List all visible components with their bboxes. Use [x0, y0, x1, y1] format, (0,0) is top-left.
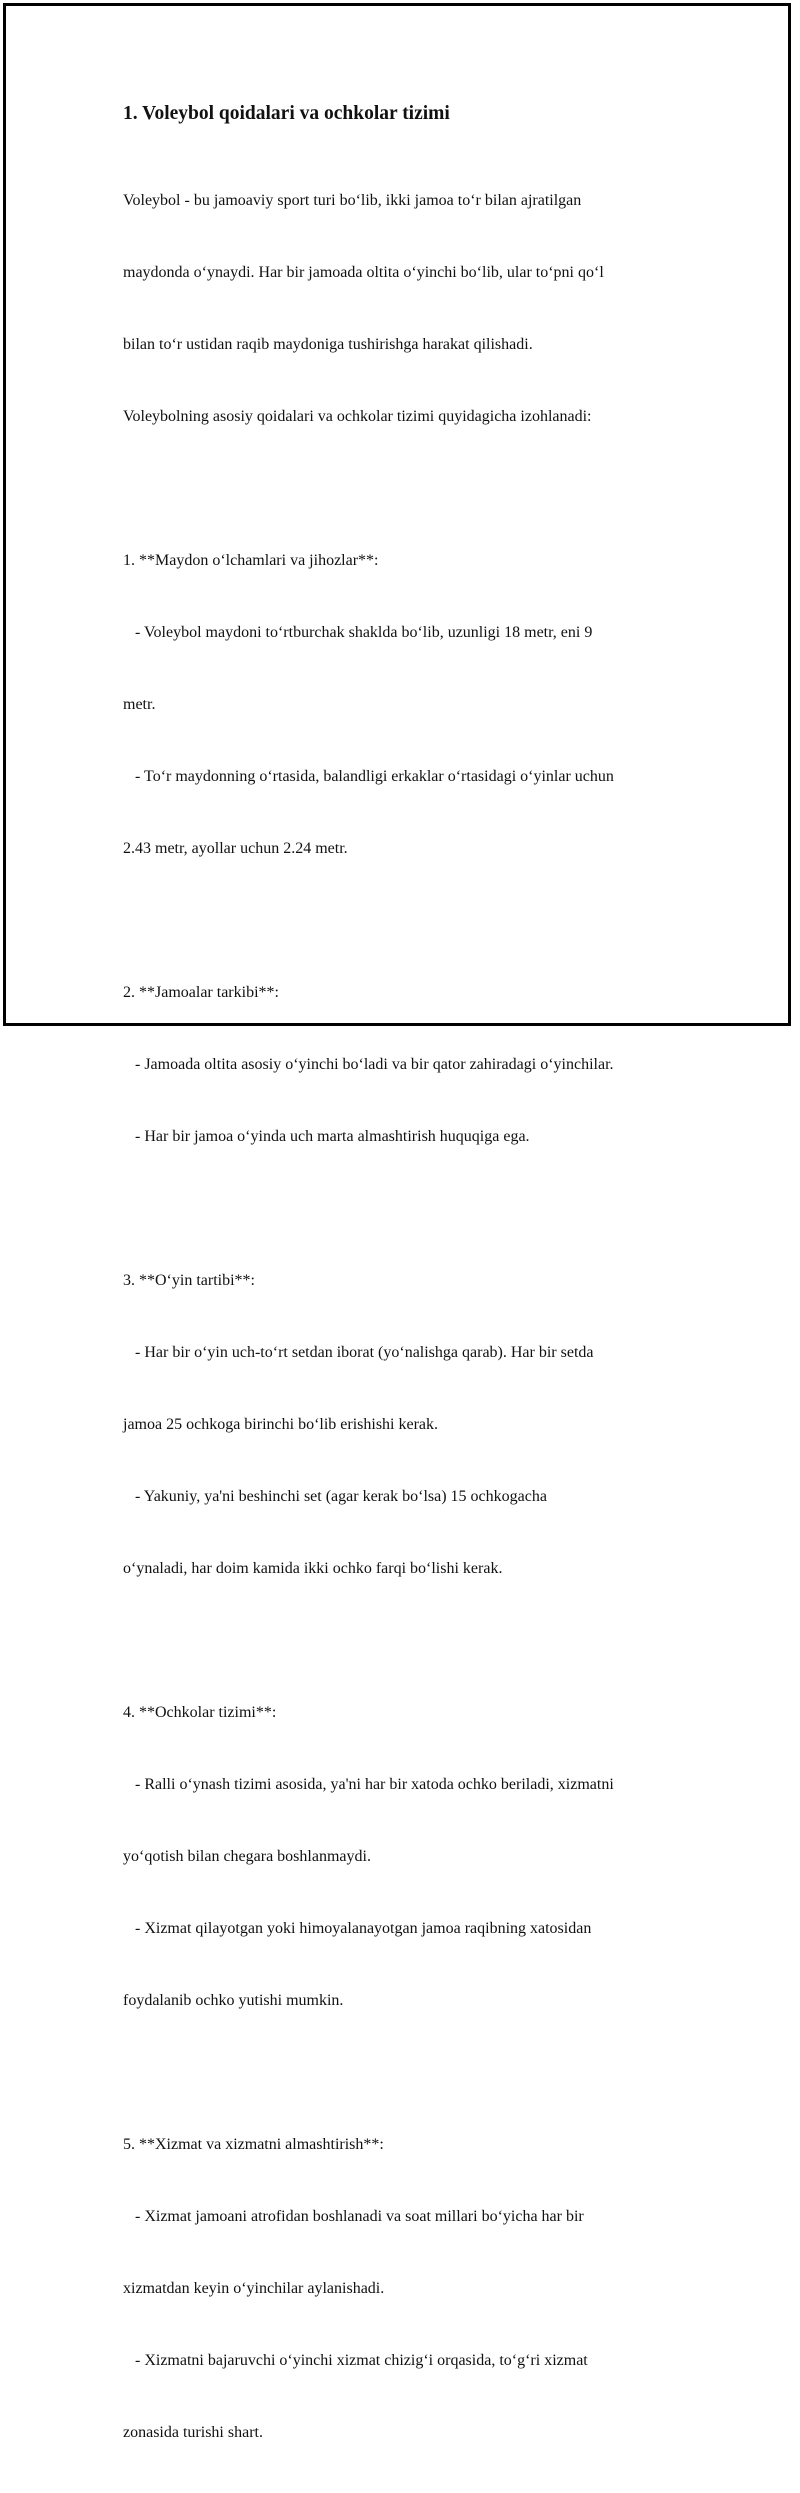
- section-line: metr.: [123, 696, 156, 713]
- section-line: - Voleybol maydoni to‘rtburchak shaklda bo‘lib, uzunligi 18 metr, eni 9: [123, 624, 593, 641]
- section-heading: 3. **O‘yin tartibi**:: [123, 1272, 255, 1289]
- section-heading: 2. **Jamoalar tarkibi**:: [123, 984, 279, 1001]
- section-line: - Har bir jamoa o‘yinda uch marta almashtirish huquqiga ega.: [123, 1128, 530, 1145]
- section-line: zonasida turishi shart.: [123, 2424, 263, 2441]
- section-heading: 4. **Ochkolar tizimi**:: [123, 1704, 277, 1721]
- document-body: [123, 101, 698, 2493]
- spacer: [123, 1629, 698, 1653]
- section-4: [123, 1653, 698, 2061]
- section-heading: 5. **Xizmat va xizmatni almashtirish**:: [123, 2136, 384, 2153]
- intro-paragraph: [123, 141, 698, 477]
- section-heading: 1. **Maydon o‘lchamlari va jihozlar**:: [123, 552, 379, 569]
- intro-line: bilan to‘r ustidan raqib maydoniga tushirishga harakat qilishadi.: [123, 336, 533, 353]
- section-line: foydalanib ochko yutishi mumkin.: [123, 1992, 344, 2009]
- section-line: - To‘r maydonning o‘rtasida, balandligi erkaklar o‘rtasidagi o‘yinlar uchun: [123, 768, 614, 785]
- spacer: [123, 2061, 698, 2085]
- section-line: - Xizmat jamoani atrofidan boshlanadi va soat millari bo‘yicha har bir: [123, 2208, 584, 2225]
- section-line: o‘ynaladi, har doim kamida ikki ochko farqi bo‘lishi kerak.: [123, 1560, 503, 1577]
- section-line: - Jamoada oltita asosiy o‘yinchi bo‘ladi va bir qator zahiradagi o‘yinchilar.: [123, 1056, 614, 1073]
- section-line: - Ralli o‘ynash tizimi asosida, ya'ni har bir xatoda ochko beriladi, xizmatni: [123, 1776, 614, 1793]
- spacer: [123, 477, 698, 501]
- spacer: [123, 909, 698, 933]
- section-line: xizmatdan keyin o‘yinchilar aylanishadi.: [123, 2280, 385, 2297]
- section-line: - Xizmatni bajaruvchi o‘yinchi xizmat chizig‘i orqasida, to‘g‘ri xizmat: [123, 2352, 588, 2369]
- section-line: 2.43 metr, ayollar uchun 2.24 metr.: [123, 840, 348, 857]
- section-5: [123, 2085, 698, 2493]
- section-line: - Xizmat qilayotgan yoki himoyalanayotgan jamoa raqibning xatosidan: [123, 1920, 592, 1937]
- section-3: [123, 1221, 698, 1629]
- section-1: [123, 501, 698, 909]
- page-frame: [3, 3, 791, 2441]
- section-line: - Yakuniy, ya'ni beshinchi set (agar kerak bo‘lsa) 15 ochkogacha: [123, 1488, 547, 1505]
- section-line: yo‘qotish bilan chegara boshlanmaydi.: [123, 1848, 371, 1865]
- intro-line: Voleybolning asosiy qoidalari va ochkolar tizimi quyidagicha izohlanadi:: [123, 408, 592, 425]
- intro-line: maydonda o‘ynaydi. Har bir jamoada oltita o‘yinchi bo‘lib, ular to‘pni qo‘l: [123, 264, 604, 281]
- section-2: [123, 933, 698, 1197]
- spacer: [123, 1197, 698, 1221]
- document-title: 1. Voleybol qoidalari va ochkolar tizimi: [123, 103, 450, 124]
- intro-line: Voleybol - bu jamoaviy sport turi bo‘lib, ikki jamoa to‘r bilan ajratilgan: [123, 192, 582, 209]
- section-line: jamoa 25 ochkoga birinchi bo‘lib erishishi kerak.: [123, 1416, 439, 1433]
- section-line: - Har bir o‘yin uch-to‘rt setdan iborat (yo‘nalishga qarab). Har bir setda: [123, 1344, 594, 1361]
